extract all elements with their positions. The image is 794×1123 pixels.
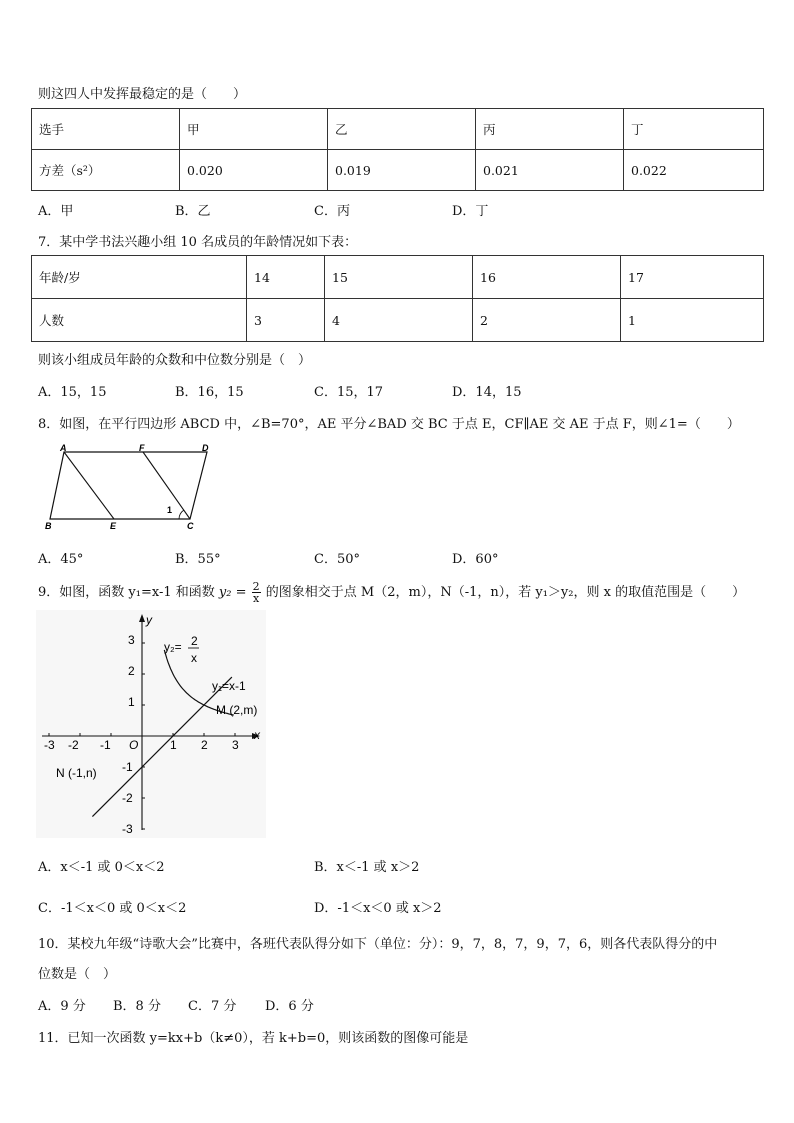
q6-variance-table (31, 108, 764, 191)
table-cell: 16 (473, 256, 621, 299)
q7-option-a[interactable]: A．15，15 (38, 385, 107, 400)
q8-option-d[interactable]: D．60° (452, 552, 499, 567)
table-cell: 3 (247, 299, 325, 342)
table-cell: 14 (247, 256, 325, 299)
table-cell: 0.021 (476, 150, 624, 191)
q9-title (38, 578, 745, 608)
q7-option-c[interactable]: C．15，17 (314, 385, 384, 400)
table-row (32, 256, 764, 299)
label-c: C (187, 521, 194, 531)
y-tick-label: 1 (128, 695, 135, 709)
label-e: E (110, 521, 117, 531)
y-tick-label: 3 (128, 633, 135, 647)
origin-label: O (129, 738, 139, 752)
table-cell: 人数 (32, 299, 247, 342)
q6-option-d[interactable]: D．丁 (452, 204, 489, 219)
label-angle-1: 1 (167, 505, 173, 515)
table-cell: 选手 (32, 109, 180, 150)
label-d: D (202, 443, 209, 453)
q9-frac-den: x (253, 592, 260, 605)
q6-option-b[interactable]: B．乙 (175, 204, 211, 219)
table-cell: 0.020 (180, 150, 328, 191)
table-cell: 17 (621, 256, 764, 299)
table-cell: 丁 (624, 109, 764, 150)
graph-background (36, 610, 266, 838)
label-a: A (60, 443, 67, 453)
q9-title-pre: 9．如图，函数 y₁=x-1 和函数 (38, 585, 215, 600)
table-cell: 0.019 (328, 150, 476, 191)
q9-func-name: y₂ = (218, 585, 247, 600)
table-cell: 2 (473, 299, 621, 342)
x-axis-label: x (254, 728, 260, 742)
label-b: B (45, 521, 52, 531)
point-m-label: M (2,m) (216, 703, 258, 717)
y1-label: y₁=x-1 (212, 679, 246, 693)
y2-label: y₂= (164, 640, 182, 654)
table-cell: 方差（s²） (32, 150, 180, 191)
q7-title: 7．某中学书法兴趣小组 10 名成员的年龄情况如下表： (38, 235, 358, 250)
q10-option-a[interactable]: A．9 分 (38, 999, 86, 1014)
q9-option-b[interactable]: B．x＜-1 或 x＞2 (314, 860, 420, 875)
q8-title: 8．如图，在平行四边形 ABCD 中，∠B=70°，AE 平分∠BAD 交 BC 于点 E，CF∥AE 交 AE 于点 F，则∠1=（ ） (38, 417, 740, 432)
table-cell: 丙 (476, 109, 624, 150)
q6-option-a[interactable]: A．甲 (38, 204, 74, 219)
table-cell: 4 (325, 299, 473, 342)
q9-option-c[interactable]: C．-1＜x＜0 或 0＜x＜2 (38, 901, 187, 916)
q9-function-graph (36, 610, 266, 838)
y-tick-label: -1 (122, 760, 133, 774)
q7-question: 则该小组成员年龄的众数和中位数分别是（ ） (38, 353, 312, 368)
q6-prompt: 则这四人中发挥最稳定的是（ ） (38, 87, 247, 102)
q9-title-post: 的图象相交于点 M（2，m），N（-1，n），若 y₁＞y₂，则 x 的取值范围是（ ） (265, 585, 746, 600)
x-tick-label: 3 (232, 738, 239, 752)
y2-label-den: x (191, 651, 197, 665)
segment-ae (64, 452, 114, 519)
q9-option-d[interactable]: D．-1＜x＜0 或 x＞2 (314, 901, 442, 916)
q9-option-a[interactable]: A．x＜-1 或 0＜x＜2 (38, 860, 165, 875)
q7-option-b[interactable]: B．16，15 (175, 385, 244, 400)
q8-option-c[interactable]: C．50° (314, 552, 360, 567)
table-cell: 0.022 (624, 150, 764, 191)
table-cell: 年龄/岁 (32, 256, 247, 299)
x-tick-label: -1 (100, 738, 111, 752)
q10-line-1: 10．某校九年级“诗歌大会”比赛中，各班代表队得分如下（单位：分）：9，7，8，7，9，7，6，则各代表队得分的中 (38, 937, 718, 952)
q6-option-c[interactable]: C．丙 (314, 204, 350, 219)
q7-age-table (31, 255, 764, 342)
q9-fraction (252, 581, 261, 604)
y-axis-label: y (146, 613, 152, 627)
x-tick-label: -2 (68, 738, 79, 752)
q8-parallelogram-figure (40, 442, 230, 532)
q10-option-d[interactable]: D．6 分 (265, 999, 314, 1014)
x-tick-label: 1 (170, 738, 177, 752)
table-row (32, 150, 764, 191)
table-cell: 15 (325, 256, 473, 299)
label-f: F (139, 443, 145, 453)
q10-option-c[interactable]: C．7 分 (188, 999, 237, 1014)
q7-option-d[interactable]: D．14，15 (452, 385, 522, 400)
q8-option-a[interactable]: A．45° (38, 552, 84, 567)
q10-option-b[interactable]: B．8 分 (113, 999, 161, 1014)
table-cell: 1 (621, 299, 764, 342)
table-cell: 乙 (328, 109, 476, 150)
q11-title: 11．已知一次函数 y=kx+b（k≠0），若 k+b=0，则该函数的图像可能是 (38, 1031, 469, 1046)
table-row (32, 299, 764, 342)
angle-1-arc (179, 510, 184, 519)
x-tick-label: -3 (44, 738, 55, 752)
q8-option-b[interactable]: B．55° (175, 552, 221, 567)
y-tick-label: -2 (122, 791, 133, 805)
x-tick-label: 2 (201, 738, 208, 752)
y-tick-label: 2 (128, 664, 135, 678)
y-tick-label: -3 (122, 822, 133, 836)
y2-label-num: 2 (191, 634, 198, 648)
table-row (32, 109, 764, 150)
point-n-label: N (-1,n) (56, 766, 97, 780)
table-cell: 甲 (180, 109, 328, 150)
q9-frac-num: 2 (252, 580, 260, 593)
q10-line-2: 位数是（ ） (38, 967, 117, 982)
